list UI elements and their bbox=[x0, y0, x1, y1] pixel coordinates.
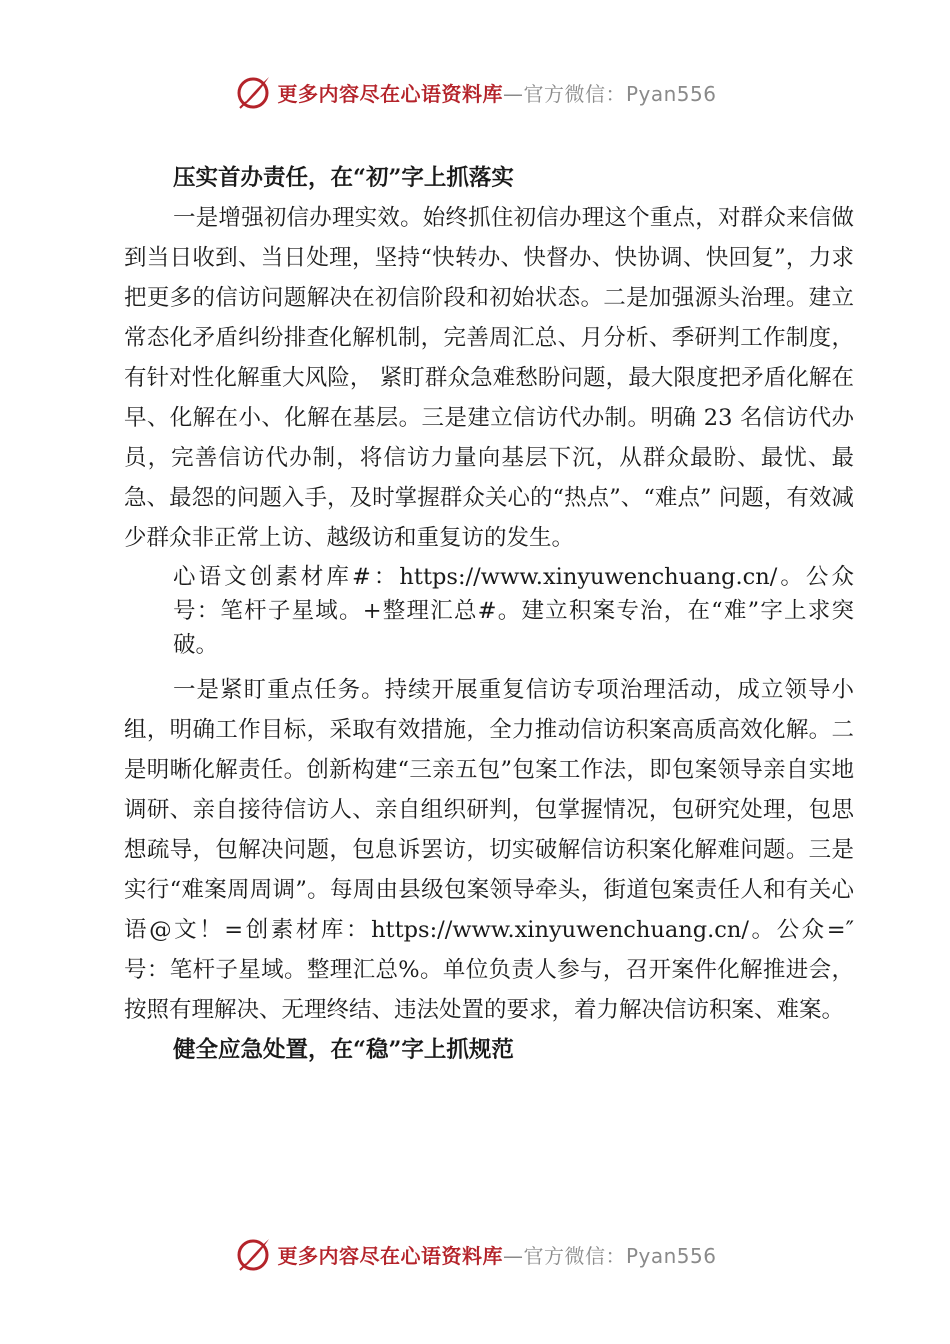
source-note-paragraph: 心语文创素材库#：https://www.xinyuwenchuang.cn/。公众号：笔杆子星域。+整理汇总#。建立积案专治，在“难”字上求突破。 bbox=[173, 564, 854, 658]
footer-watermark-banner bbox=[0, 1232, 950, 1276]
section-heading-first: 压实首办责任，在“初”字上抓落实 bbox=[173, 165, 514, 191]
banner-brand-text: 更多内容尽在心语资料库 bbox=[277, 81, 503, 106]
banner-contact-text: —官方微信：Pyan556 bbox=[502, 81, 717, 106]
paragraph-second: 一是紧盯重点任务。持续开展重复信访专项治理活动，成立领导小组，明确工作目标，采取有效措施，全力推动信访积案高质高效化解。二是明晰化解责任。创新构建“三亲五包”包案工作法，即包案领导亲自实地调研、亲自接待信访人、亲自组织研判，包掌握情况，包研究处理，包思想疏导，包解决问题，包息诉罢访，切实破解信访积案化解难问题。三是实行“难案周周调”。每周由县级包案领导牵头，街道包案责任人和有关心语@文！=创素材库：https://www.xinyuwenchuang.cn/。公众=″号：笔杆子星域。整理汇总%。单位负责人参与，召开案件化解推进会，按照有理解决、无理终结、违法处置的要求，着力解决信访积案、难案。 bbox=[124, 677, 854, 1023]
quill-logo-icon bbox=[233, 72, 273, 112]
quill-logo-icon bbox=[233, 1234, 273, 1274]
banner-brand-text: 更多内容尽在心语资料库 bbox=[277, 1243, 503, 1268]
section-heading-second: 健全应急处置，在“稳”字上抓规范 bbox=[173, 1037, 514, 1063]
banner-contact-text: —官方微信：Pyan556 bbox=[502, 1243, 717, 1268]
header-watermark-banner bbox=[0, 70, 950, 114]
document-body bbox=[124, 158, 854, 1070]
paragraph-first: 一是增强初信办理实效。始终抓住初信办理这个重点，对群众来信做到当日收到、当日处理，坚持“快转办、快督办、快协调、快回复”，力求把更多的信访问题解决在初信阶段和初始状态。二是加强源头治理。建立常态化矛盾纠纷排查化解机制，完善周汇总、月分析、季研判工作制度，有针对性化解重大风险， 紧盯群众急难愁盼问题，最大限度把矛盾化解在早、化解在小、化解在基层。三是建立信访代办制。明确 23 名信访代办员，完善信访代办制，将信访力量向基层下沉，从群众最盼、最忧、最急、最怨的问题入手，及时掌握群众关心的“热点”、“难点” 问题，有效减少群众非正常上访、越级访和重复访的发生。 bbox=[124, 205, 854, 551]
